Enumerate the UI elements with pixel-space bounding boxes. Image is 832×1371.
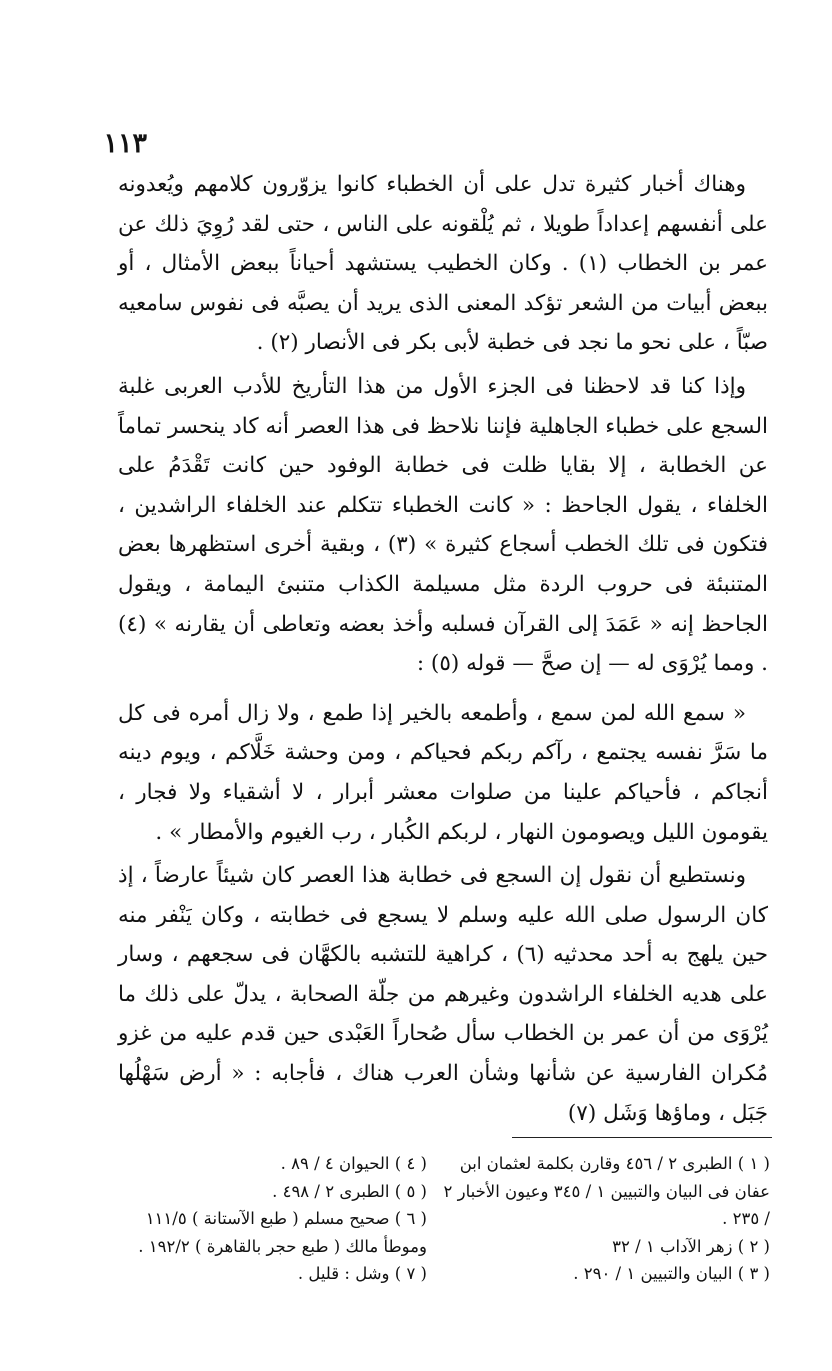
footnote: ( ٣ ) البيان والتبيين ١ / ٢٩٠ . [573, 1264, 770, 1283]
footnote: ( ٢ ) زهر الآداب ١ / ٣٢ [612, 1236, 770, 1256]
paragraph: ونستطيع أن نقول إن السجع فى خطابة هذا العصر كان شيئاً عارضاً ، إذ كان الرسول صلى الله عليه وسلم لا يسجع فى خطابته ، وكان يَنْفر منه حين يلهج به أحد محدثيه (٦) ، كراهية للتشبه بالكهَّان فى سجعهم ، وسار على هديه الخلفاء الراشدون وغيرهم من جلّة الصحابة ، يدلّ على ذلك ما يُرْوَى من أن عمر بن الخطاب سأل صُحاراً العَبْدى حين قدم عليه من غزو مُكران الفارسية عن شأنها وشأن العرب هناك ، فأجابه : « أرض سَهْلُها جَبَل ، وماؤها وَشَل (٧) [118, 863, 768, 1126]
footnotes-right-column [440, 1150, 770, 1288]
footnote: ( ١ ) الطبرى ٢ / ٤٥٦ وقارن بكلمة لعثمان ابن عفان فى البيان والتبيين ١ / ٣٤٥ وعيون الأخبار ٢ / ٢٣٥ . [443, 1154, 770, 1228]
paragraph: وهناك أخبار كثيرة تدل على أن الخطباء كانوا يزوّرون كلامهم ويُعدونه على أنفسهم إعداداً طويلا ، ثم يُلْقونه على الناس ، حتى لقد رُوِيَ ذلك عن عمر بن الخطاب (١) . وكان الخطيب يستشهد أحياناً ببعض الأمثال ، أو ببعض أبيات من الشعر تؤكد المعنى الذى يريد أن يصبَّه فى نفوس سامعيه صبّاً ، على نحو ما نجد فى خطبة لأبى بكر فى الأنصار (٢) . [118, 172, 768, 356]
main-text [118, 165, 768, 1133]
page-number: ١١٣ [103, 128, 147, 159]
paragraph: وإذا كنا قد لاحظنا فى الجزء الأول من هذا التأريخ للأدب العربى غلبة السجع على خطباء الجاهلية فإننا نلاحظ فى هذا العصر أنه كاد ينحسر تماماً عن الخطابة ، إلا بقايا ظلت فى خطابة الوفود حين كانت تَقْدَمُ على الخلفاء ، يقول الجاحظ : « كانت الخطباء تتكلم عند الخلفاء الراشدين ، فتكون فى تلك الخطب أسجاع كثيرة » (٣) ، وبقية أخرى استظهرها بعض المتنبئة فى حروب الردة مثل مسيلمة الكذاب متنبئ اليمامة ، ويقول الجاحظ إنه « عَمَدَ إلى القرآن فسلبه وأخذ بعضه وتعاطى أن يقارنه » (٤) . ومما يُرْوَى له — إن صحَّ — قوله (٥) : [118, 373, 768, 677]
quoted-paragraph: « سمع الله لمن سمع ، وأطمعه بالخير إذا طمع ، ولا زال أمره فى كل ما سَرَّ نفسه يجتمع ، رآكم ربكم فحياكم ، ومن وحشة خَلَّاكم ، ويوم دينه أنجاكم ، فأحياكم علينا من صلوات معشر أبرار ، لا أشقياء ولا فجار ، يقومون الليل ويصومون النهار ، لربكم الكُبار ، رب الغيوم والأمطار » . [118, 700, 768, 845]
footnote: ( ٥ ) الطبرى ٢ / ٤٩٨ . [272, 1181, 427, 1201]
footnote: ( ٦ ) صحيح مسلم ( طبع الآستانة ) ١١١/٥ وموطأ مالك ( طبع حجر بالقاهرة ) ١٩٢/٢ . [138, 1209, 427, 1256]
footnote: ( ٧ ) وشل : قليل . [297, 1264, 427, 1283]
footnotes-left-column [112, 1150, 427, 1288]
footnote-divider [512, 1137, 772, 1138]
footnote: ( ٤ ) الحيوان ٤ / ٨٩ . [280, 1154, 427, 1173]
